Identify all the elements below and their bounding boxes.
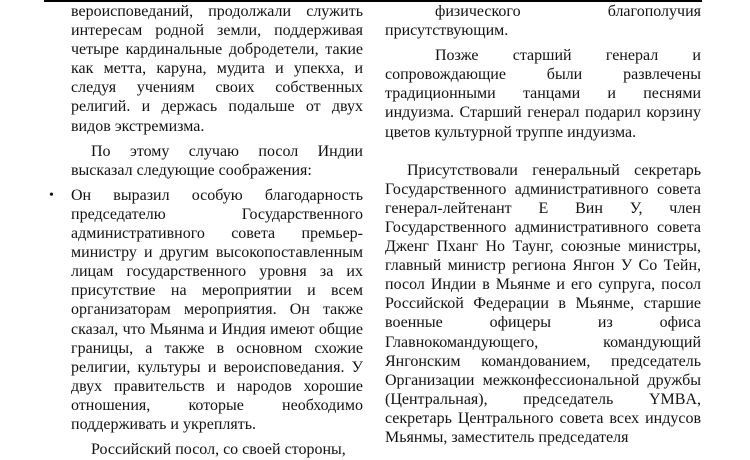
left-paragraph-4: Российский посол, со своей стороны, (91, 441, 346, 459)
right-column (385, 2, 701, 447)
bullet-icon: • (49, 187, 54, 203)
right-paragraph-1: физического благополучия присутствующим. (385, 3, 701, 40)
left-column (49, 2, 363, 459)
right-paragraph-3: Присутствовали генеральный секретарь Государственного административного совета генерал-лейтенант Е Вин У, член Государственного административного совета Дженг Пханг Но Таунг, союзные министры, главный министр региона Янгон У Со Тейн, посол Индии в Мьянме и его супруга, посол Российской Федерации в Мьянме, старшие военные офицеры из офиса Главнокомандующего, командующий Янгонским командованием, председатель Организации межконфессиональной дружбы (Центральная), председатель YMBA, секретарь Центрального совета всех индусов Мьянмы, заместитель председателя (385, 161, 701, 446)
left-paragraph-1: вероисповеданий, продолжали служить интересам родной земли, поддерживая четыре кардинальные добродетели, такие как метта, каруна, мудита и упекха, и следуя учениям своих собственных религий. и держась подальше от двух видов экстремизма. (71, 3, 363, 135)
bullet-item (49, 186, 363, 434)
left-paragraph-2: По этому случаю посол Индии высказал следующие соображения: (71, 142, 363, 179)
bullet-text: Он выразил особую благодарность председателю Государственного административного совета премьер-министру и другим высокопоставленным лицам государственного уровня за их присутствие на мероприятии и всем организаторам мероприятия. Он также сказал, что Мьянма и Индия имеют общие границы, а также в основном схожие религии, культуры и вероисповедания. У двух правительств и народов хорошие отношения, которые необходимо поддерживать и укреплять. (71, 186, 363, 433)
right-paragraph-2: Позже старший генерал и сопровождающие были развлечены традиционными танцами и песнями индуизма. Старший генерал подарил корзину цветов культурной труппе индуизма. (385, 47, 701, 141)
